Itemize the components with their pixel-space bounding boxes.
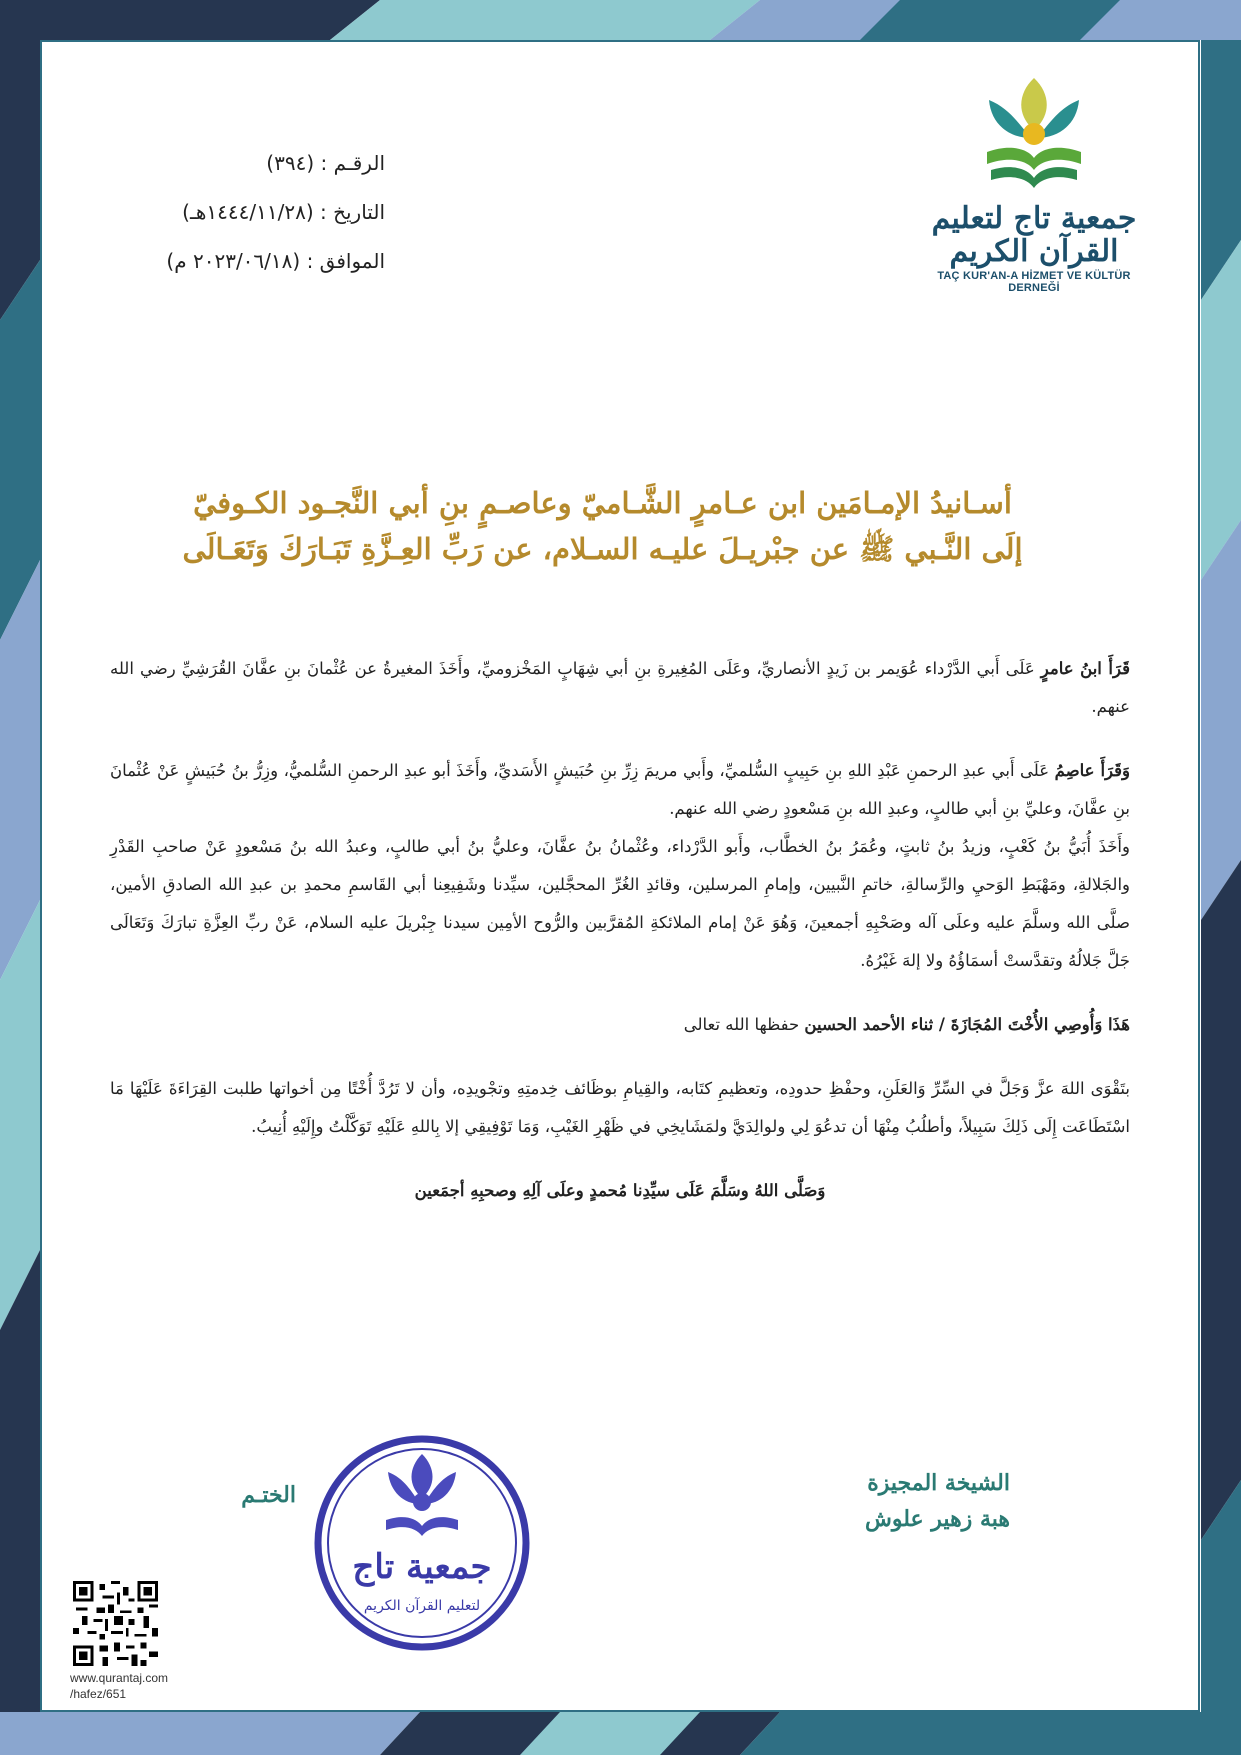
logo-turkish-name: TAÇ KUR'AN-A HİZMET VE KÜLTÜR DERNEĞİ [937,270,1131,294]
number-value: (٣٩٤) [266,151,315,175]
corresponding-date-row [145,246,385,295]
closing-prayer: وَصَلَّى اللهُ وسَلَّمَ عَلَى سيِّدِنا مُحمدٍ وعلَى آلِهِ وصحبِهِ أجمَعين [414,1181,826,1200]
paragraph-text: عَلَى أَبي الدَّرْداء عُوَيمر بن زَيدٍ الأنصاريِّ، وعَلَى المُغِيرةِ بنِ أبي شِهَابٍ المَخْزوميِّ، وأَخَذَ المغيرةُ عن عُثْمانَ بنِ عفَّانَ القُرَشِيِّ رضي الله عنهم. [110,659,1130,716]
number-label: الرقـم : [320,151,385,175]
certificate-title [140,480,1065,572]
paragraph-recommendation [110,1006,1130,1044]
url-line-2: /hafez/651 [70,1687,127,1701]
date-label: التاريخ : [319,200,385,224]
paragraph-lead: قَرَأَ ابنُ عامرٍ [1040,659,1130,678]
lotus-book-icon [969,72,1099,200]
verification-url[interactable] [70,1670,168,1702]
url-line-1: www.qurantaj.com [70,1671,169,1685]
paragraph-advice: بتَقْوَى اللهَ عزَّ وَجَلَّ في السِّرِّ وَالعَلَنِ، وحفْظِ حدودِه، وتعظيمِ كتَابه، والقِيامِ بوظَائف خِدمتِهِ وتجْويدِه، وأن لا تَرُدَّ أُخْتًا مِن أخواتها طلبت القِرَاءَةَ عَلَيْهَا مَا اسْتَطَاعَت إِلَى ذَلِكَ سَبِيلاً، وأطلُبُ مِنْهَا أن تدعُوَ لِي ولوالِدَيَّ ولمَشَايخِي في ظَهْرِ الغَيْبِ، وَمَا تَوْفِيقِي إلا بِاللهِ عَلَيْهِ تَوَكَّلْتُ وإِلَيْهِ أُنِيبُ. [110,1079,1130,1136]
date-row [145,197,385,246]
paragraph-lead: هَذَا وَأُوصِي الأُخْتَ المُجَازَةَ / ثناء الأحمد الحسين [804,1015,1130,1034]
association-seal [308,1428,536,1658]
logo-arabic-name: جمعية تاج لتعليم القرآن الكريم [931,201,1137,269]
paragraph-asim [110,752,1130,828]
seal-main-text: جمعية تاج [352,1547,492,1587]
certificate-body [110,650,1130,1210]
signature-block [840,1465,1010,1537]
seal-sub-text: لتعليم القرآن الكريم [363,1598,481,1614]
association-logo [920,72,1148,302]
paragraph-chain: وأَخَذَ أُبَيُّ بنُ كَعْبٍ، وزيدُ بنُ ثابتٍ، وعُمَرُ بنُ الخطَّاب، وأَبو الدَّرْداء، وعُثْمانُ بنُ عفَّانَ، وعليُّ بنُ أبي طالبٍ، وعبدُ الله بنُ مَسْعودٍ عَنْ صاحبِ القَدْرِ والجَلالةِ، ومَهْبَطِ الوَحيِ والرِّسالةِ، خاتمِ النَّبيين، وإمامِ المرسلين، وقائدِ الغُرِّ المحجَّلين، سيِّدنا وشَفِيعِنا أبي القَاسمِ محمدِ بن عبدِ الله الصادقِ الأمين، صلَّى الله وسلَّمَ عليه وعلَى آله وصَحْبِهِ أجمعينَ، وَهُوَ عَنْ إمام الملائكةِ المُقرَّبين والرُّوح الأمِين سيدنا جِبْريلَ عليه السلام، عَنْ ربِّ العِزَّةِ تبارَكَ وَتَعَالَى جَلَّ جَلالُهُ وتقدَّستْ أسمَاؤُهُ ولا إلهَ غَيْرُهُ. [110,837,1130,970]
paragraph-text: عَلَى أَبي عبدِ الرحمنِ عَبْدِ اللهِ بنِ حَبِيبٍ السُّلميِّ، وأَبي مريمَ زِرِّ بنِ حُبَيشٍ الأَسَديِّ، وأَخَذَ أبو عبدِ الرحمنِ السُّلميُّ، وزِرُّ بنُ حُبَيشٍ عَنْ عُثْمانَ بنِ عفَّانَ، وعليِّ بنِ أبي طالبٍ، وعبدِ الله بنِ مَسْعودٍ رضي الله عنهم. [110,761,1130,818]
date-value: (١٤٤٤/١١/٢٨هـ) [182,200,314,224]
title-line-1: أسـانيدُ الإمـامَين ابن عـامرٍ الشَّـاميّ وعاصـمٍ بنِ أبي النَّجـود الكـوفيّ [193,486,1012,520]
seal-label: الختـم [241,1482,296,1508]
signature-name: هبة زهير علوش [865,1506,1010,1532]
number-row [145,148,385,197]
title-line-2: إلَى النَّـبي ﷺ عن جبْريـلَ عليـه السـلام، عن رَبِّ العِـزَّةِ تَبَـارَكَ وَتَعَـالَى [182,532,1023,566]
paragraph-lead: وَقَرَأَ عاصِمُ [1054,761,1131,780]
corresponding-value: (٢٠٢٣/٠٦/١٨ م) [166,249,301,273]
qr-code[interactable] [73,1581,158,1666]
corresponding-label: الموافق : [306,249,385,273]
certificate-meta [145,148,385,295]
signature-title: الشيخة المجيزة [867,1470,1010,1496]
paragraph-text: حفظها الله تعالى [683,1015,805,1034]
paragraph-ibn-amir [110,650,1130,726]
